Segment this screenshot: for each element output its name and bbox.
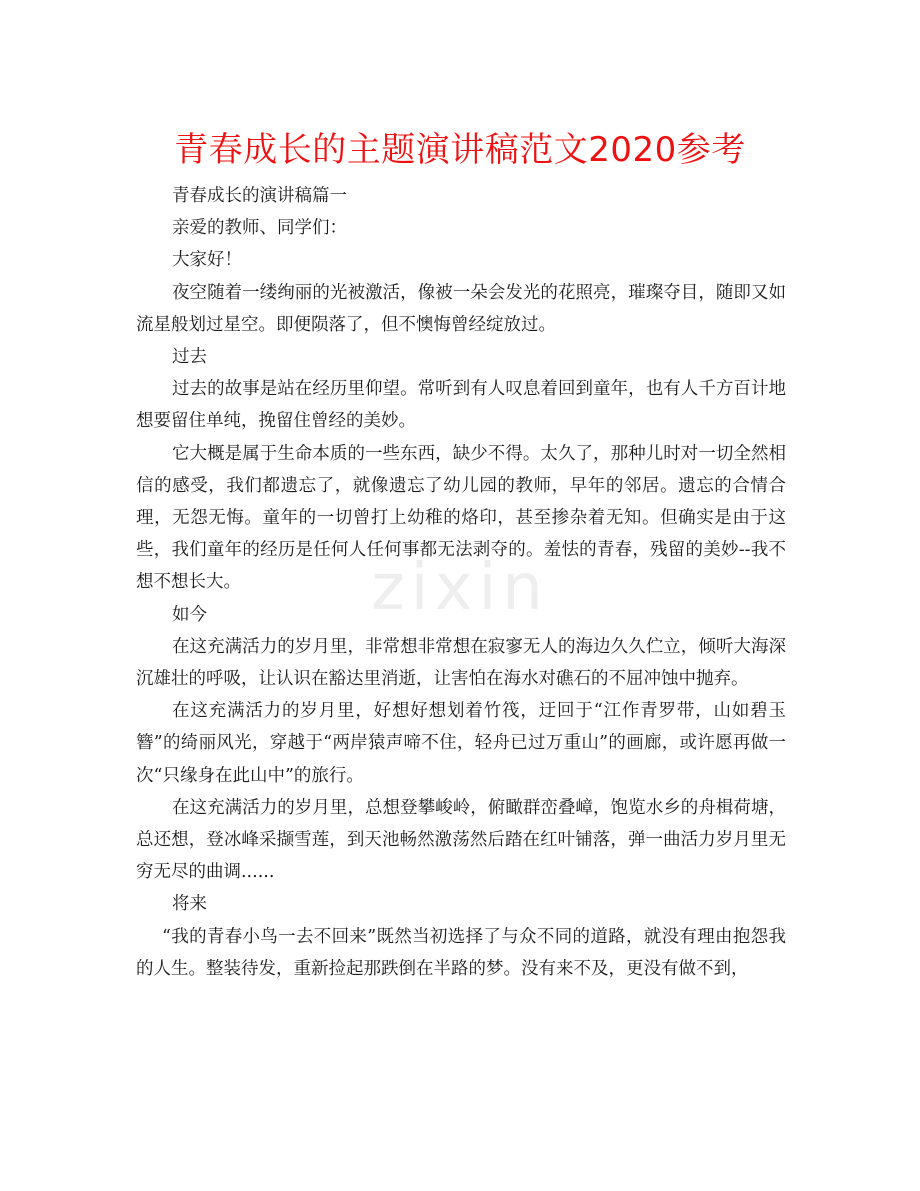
paragraph: 它大概是属于生命本质的一些东西，缺少不得。太久了，那种儿时对一切全然相信的感受，我们都遗忘了，就像遗忘了幼儿园的教师，早年的邻居。遗忘的合情合理，无怨无悔。童年的一切曾打上幼稚的烙印，甚至掺杂着无知。但确实是由于这些，我们童年的经历是任何人任何事都无法剥夺的。羞怯的青春，残留的美妙--我不想不想长大。 bbox=[136, 443, 786, 593]
paragraph: 过去的故事是站在经历里仰望。常听到有人叹息着回到童年，也有人千方百计地想要留住单纯，挽留住曾经的美妙。 bbox=[136, 379, 786, 432]
watermark: zixin bbox=[371, 551, 549, 625]
paragraph-greeting: 大家好！ bbox=[172, 250, 242, 271]
paragraph: 在这充满活力的岁月里，非常想非常想在寂寥无人的海边久久伫立，倾听大海深沉雄壮的呼吸，让认识在豁达里消逝，让害怕在海水对礁石的不屈冲蚀中抛弃。 bbox=[136, 636, 786, 690]
paragraph-heading-future: 将来 bbox=[172, 894, 207, 915]
paragraph-heading-past: 过去 bbox=[172, 347, 207, 368]
paragraph-heading-now: 如今 bbox=[172, 604, 207, 625]
paragraph: 在这充满活力的岁月里，好想好想划着竹筏，迂回于“江作青罗带，山如碧玉簪”的绮丽风光，穿越于“两岸猿声啼不住，轻舟已过万重山”的画廊，或许愿再做一次“只缘身在此山中”的旅行。 bbox=[136, 701, 786, 786]
document-title: 青春成长的主题演讲稿范文2020参考 bbox=[174, 130, 746, 170]
document-body bbox=[136, 180, 786, 985]
paragraph: 夜空随着一缕绚丽的光被激活，像被一朵会发光的花照亮，璀璨夺目，随即又如流星般划过星空。即便陨落了，但不懊悔曾经绽放过。 bbox=[136, 282, 786, 335]
paragraph-salutation: 亲爱的教师、同学们： bbox=[172, 218, 347, 239]
paragraph: “我的青春小鸟一去不回来”既然当初选择了与众不同的道路，就没有理由抱怨我的人生。整装待发，重新捡起那跌倒在半路的梦。没有来不及，更没有做不到， bbox=[136, 926, 786, 979]
paragraph-section-heading: 青春成长的演讲稿篇一 bbox=[172, 186, 347, 206]
paragraph: 在这充满活力的岁月里，总想登攀峻岭，俯瞰群峦叠嶂，饱览水乡的舟楫荷塘，总还想，登冰峰采撷雪莲，到天池畅然激荡然后踏在红叶铺落，弹一曲活力岁月里无穷无尽的曲调...... bbox=[136, 797, 786, 883]
